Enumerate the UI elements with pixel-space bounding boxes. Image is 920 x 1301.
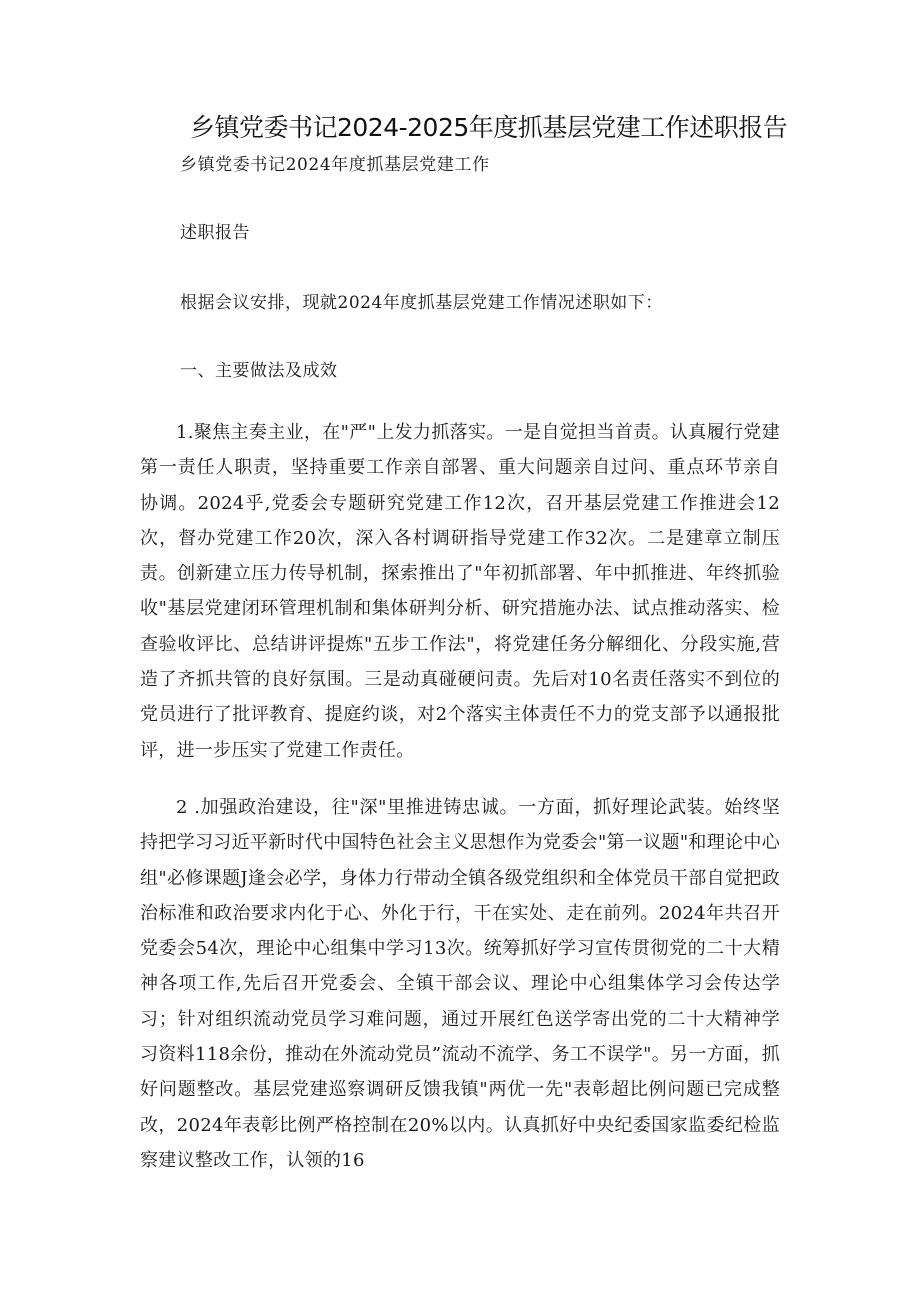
document-title: 乡镇党委书记2024-2025年度抓基层党建工作述职报告 xyxy=(190,113,788,142)
intro-line: 根据会议安排，现就2024年度抓基层党建工作情况述职如下： xyxy=(180,293,663,313)
paragraph-1-text: 1.聚焦主奏主业，在"严"上发力抓落实。一是自觉担当首责。认真履行党建第一责任人职责，坚持重要工作亲自部署、重大问题亲自过问、重点环节亲自协调。2024乎,党委会专题研究党建工作12次，召开基层党建工作推进会12次，督办党建工作20次，深入各村调研指导党建工作32次。二是建章立制压责。创新建立压力传导机制，探索推出了"年初抓部署、年中抓推进、年终抓验收"基层党建闭环管理机制和集体研判分析、研究措施办法、试点推动落实、检查验收评比、总结讲评提炼"五步工作法"，将党建任务分解细化、分段实施,营造了齐抓共管的良好氛围。三是动真碰硬问责。先后对10名责任落实不到位的党员进行了批评教育、提庭约谈，对2个落实主体责任不力的党支部予以通报批评，进一步压实了党建工作责任。 xyxy=(140,422,780,761)
paragraph-2 xyxy=(140,790,780,1178)
report-heading: 述职报告 xyxy=(180,223,250,243)
document-subtitle: 乡镇党委书记2024年度抓基层党建工作 xyxy=(180,155,490,175)
paragraph-1 xyxy=(140,415,780,768)
paragraph-2-text: 2 .加强政治建设，往"深"里推进铸忠诚。一方面，抓好理论武装。始终坚持把学习习近平新时代中国特色社会主义思想作为党委会"第一议题"和理论中心组"必修课题J逢会必学，身体力行带动全镇各级党组织和全体党员干部自觉把政治标准和政治要求内化于心、外化于行，干在实处、走在前列。2024年共召开党委会54次，理论中心组集中学习13次。统筹抓好学习宣传贯彻党的二十大精神各项工作,先后召开党委会、全镇干部会议、理论中心组集体学习会传达学习；针对组织流动党员学习难问题，通过开展红色送学寄出党的二十大精神学习资料118余份，推动在外流动党员”流动不流学、务工不误学"。另一方面，抓好问题整改。基层党建巡察调研反馈我镇"两优一先"表彰超比例问题已完成整改，2024年表彰比例严格控制在20%以内。认真抓好中央纪委国家监委纪检监察建议整改工作，认领的16 xyxy=(140,797,780,1171)
section-heading: 一、主要做法及成效 xyxy=(180,361,338,381)
